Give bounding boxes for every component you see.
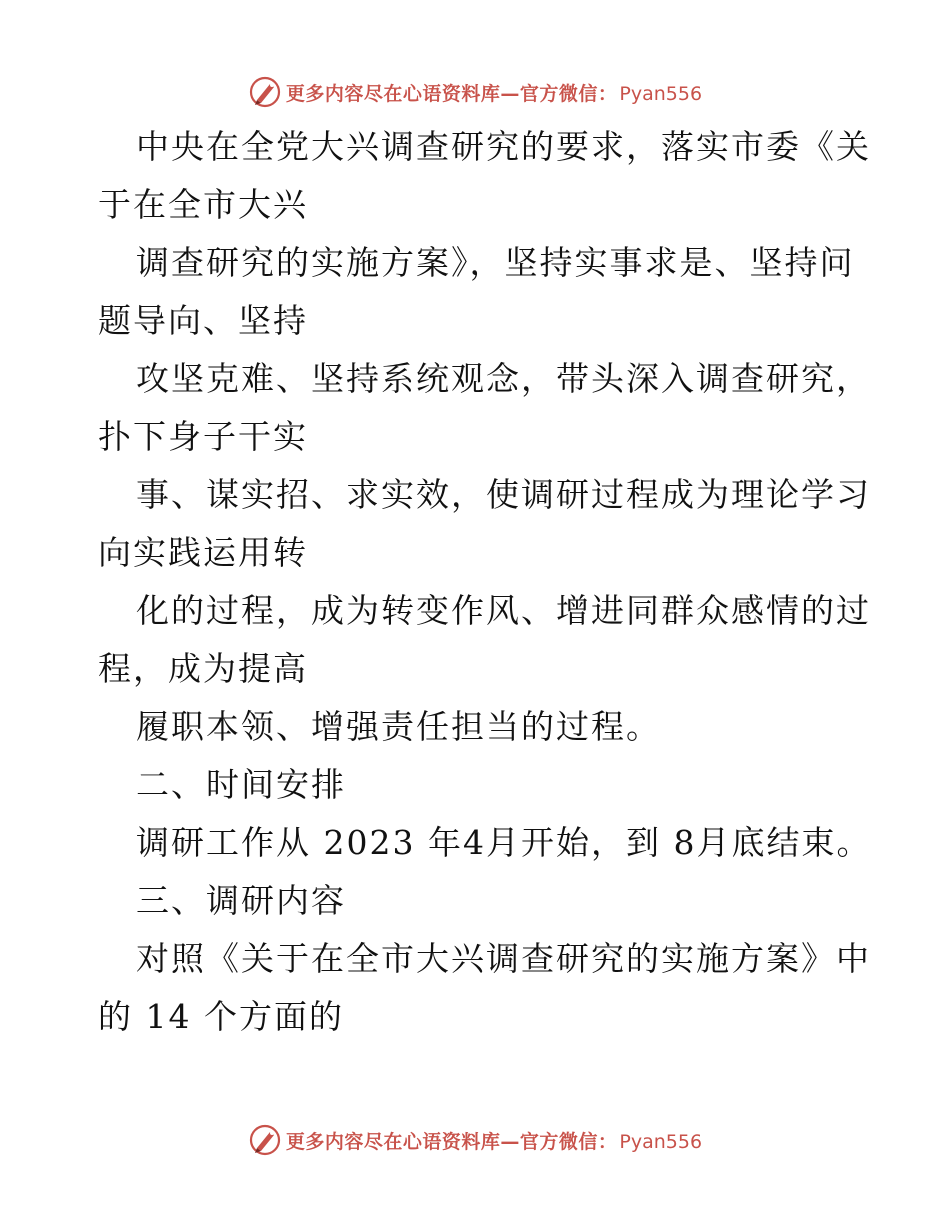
text-line: 于在全市大兴 xyxy=(98,185,308,224)
header-watermark xyxy=(0,72,950,112)
text-line: 题导向、坚持 xyxy=(98,301,308,340)
watermark-wechat-id: Pyan556 xyxy=(619,82,703,105)
text-line: 向实践运用转 xyxy=(98,533,308,572)
text-line: 事、谋实招、求实效，使调研过程成为理论学习 xyxy=(136,475,871,514)
watermark-label: 更多内容尽在心语资料库—官方微信： xyxy=(285,82,618,105)
text-line: 二、时间安排 xyxy=(136,765,346,804)
watermark-label: 更多内容尽在心语资料库—官方微信： xyxy=(285,1130,618,1153)
text-line: 调查研究的实施方案》，坚持实事求是、坚持问 xyxy=(136,243,855,282)
text-line: 中央在全党大兴调查研究的要求，落实市委《关 xyxy=(136,127,871,166)
pen-logo-icon xyxy=(248,1123,282,1157)
text-line: 的 14 个方面的 xyxy=(98,997,344,1036)
text-line: 程，成为提高 xyxy=(98,649,308,688)
pen-logo-icon xyxy=(248,75,282,109)
watermark-text xyxy=(286,79,702,106)
text-line: 攻坚克难、坚持系统观念，带头深入调查研究， xyxy=(136,359,871,398)
text-line: 三、调研内容 xyxy=(136,881,346,920)
watermark-text xyxy=(286,1127,702,1154)
watermark-wechat-id: Pyan556 xyxy=(619,1130,703,1153)
footer-watermark xyxy=(0,1120,950,1160)
text-line: 履职本领、增强责任担当的过程。 xyxy=(136,707,661,746)
text-line: 对照《关于在全市大兴调查研究的实施方案》中 xyxy=(136,939,871,978)
text-line: 化的过程，成为转变作风、增进同群众感情的过 xyxy=(136,591,871,630)
text-line: 扑下身子干实 xyxy=(98,417,308,456)
document-body xyxy=(98,118,872,1046)
text-line: 调研工作从 2023 年4月开始，到 8月底结束。 xyxy=(136,823,872,862)
